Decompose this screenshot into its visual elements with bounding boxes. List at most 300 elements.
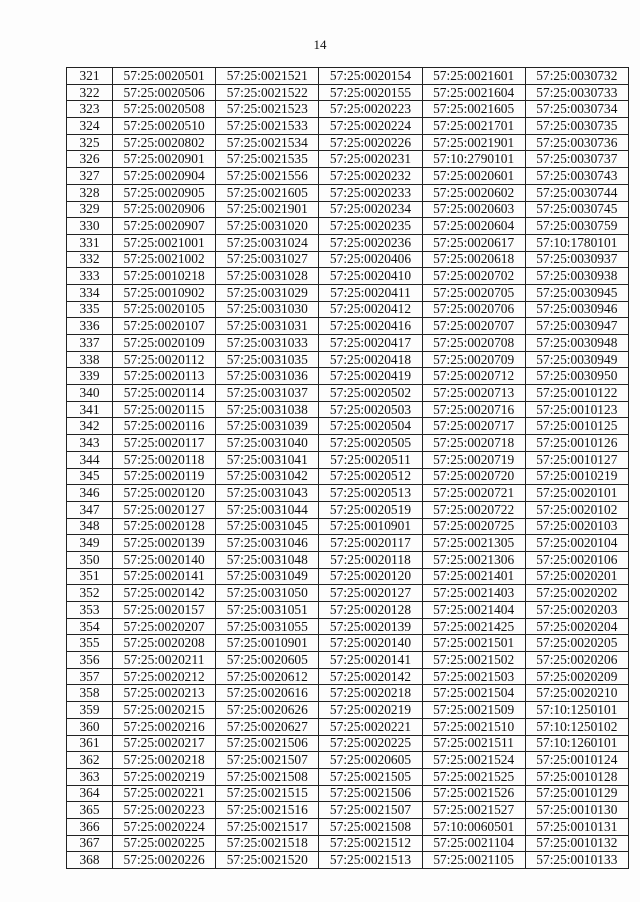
row-number-cell: 332: [67, 251, 113, 268]
row-number-cell: 362: [67, 752, 113, 769]
table-row: [67, 668, 629, 685]
cadastral-number-cell: 57:25:0020602: [422, 184, 525, 201]
cadastral-number-cell: 57:25:0020142: [319, 668, 422, 685]
cadastral-number-cell: 57:25:0031050: [216, 585, 319, 602]
table-row: [67, 485, 629, 502]
cadastral-number-cell: 57:25:0020127: [113, 501, 216, 518]
row-number-cell: 325: [67, 134, 113, 151]
cadastral-number-cell: 57:25:0020225: [113, 835, 216, 852]
cadastral-number-cell: 57:25:0031045: [216, 518, 319, 535]
table-row: [67, 134, 629, 151]
table-row: [67, 418, 629, 435]
cadastral-number-cell: 57:25:0031031: [216, 318, 319, 335]
cadastral-number-cell: 57:25:0031038: [216, 401, 319, 418]
row-number-cell: 347: [67, 501, 113, 518]
cadastral-number-cell: 57:25:0031036: [216, 368, 319, 385]
cadastral-number-cell: 57:25:0030735: [525, 118, 628, 135]
row-number-cell: 367: [67, 835, 113, 852]
table-row: [67, 735, 629, 752]
cadastral-number-cell: 57:25:0021506: [319, 785, 422, 802]
cadastral-number-cell: 57:25:0010126: [525, 435, 628, 452]
cadastral-number-cell: 57:10:1250102: [525, 718, 628, 735]
cadastral-number-cell: 57:25:0021401: [422, 568, 525, 585]
cadastral-number-cell: 57:25:0021507: [216, 752, 319, 769]
cadastral-number-cell: 57:25:0021556: [216, 168, 319, 185]
cadastral-number-cell: 57:25:0021512: [319, 835, 422, 852]
cadastral-number-cell: 57:25:0010123: [525, 401, 628, 418]
cadastral-number-cell: 57:25:0010133: [525, 852, 628, 869]
cadastral-number-cell: 57:25:0031041: [216, 451, 319, 468]
cadastral-number-cell: 57:25:0020418: [319, 351, 422, 368]
cadastral-number-cell: 57:25:0021501: [422, 635, 525, 652]
row-number-cell: 327: [67, 168, 113, 185]
cadastral-number-cell: 57:25:0010218: [113, 268, 216, 285]
cadastral-number-cell: 57:25:0020208: [113, 635, 216, 652]
cadastral-number-cell: 57:25:0020702: [422, 268, 525, 285]
cadastral-number-cell: 57:25:0021522: [216, 84, 319, 101]
cadastral-number-cell: 57:25:0020226: [113, 852, 216, 869]
cadastral-number-cell: 57:25:0020119: [113, 468, 216, 485]
cadastral-number-cell: 57:25:0020203: [525, 602, 628, 619]
cadastral-number-cell: 57:25:0020218: [319, 685, 422, 702]
cadastral-number-cell: 57:25:0020205: [525, 635, 628, 652]
table-row: [67, 318, 629, 335]
row-number-cell: 343: [67, 435, 113, 452]
row-number-cell: 339: [67, 368, 113, 385]
cadastral-number-cell: 57:25:0021533: [216, 118, 319, 135]
cadastral-number-cell: 57:25:0020502: [319, 385, 422, 402]
cadastral-number-cell: 57:25:0020109: [113, 335, 216, 352]
cadastral-number-cell: 57:25:0020140: [113, 551, 216, 568]
row-number-cell: 364: [67, 785, 113, 802]
table-row: [67, 101, 629, 118]
row-number-cell: 357: [67, 668, 113, 685]
cadastral-number-cell: 57:25:0020907: [113, 218, 216, 235]
table-row: [67, 802, 629, 819]
cadastral-number-cell: 57:25:0030745: [525, 201, 628, 218]
row-number-cell: 366: [67, 818, 113, 835]
cadastral-number-cell: 57:25:0020104: [525, 535, 628, 552]
cadastral-number-cell: 57:25:0020101: [525, 485, 628, 502]
cadastral-number-cell: 57:25:0020616: [216, 685, 319, 702]
table-row: [67, 518, 629, 535]
cadastral-number-cell: 57:25:0030737: [525, 151, 628, 168]
cadastral-number-cell: 57:10:1260101: [525, 735, 628, 752]
cadastral-number-cell: 57:25:0020802: [113, 134, 216, 151]
cadastral-number-cell: 57:25:0020236: [319, 234, 422, 251]
cadastral-number-cell: 57:25:0021901: [422, 134, 525, 151]
table-row: [67, 618, 629, 635]
cadastral-number-cell: 57:25:0020141: [319, 652, 422, 669]
cadastral-number-cell: 57:25:0020117: [319, 535, 422, 552]
cadastral-number-cell: 57:25:0020601: [422, 168, 525, 185]
row-number-cell: 324: [67, 118, 113, 135]
cadastral-number-cell: 57:25:0021604: [422, 84, 525, 101]
cadastral-number-cell: 57:25:0020719: [422, 451, 525, 468]
table-row: [67, 284, 629, 301]
cadastral-number-cell: 57:25:0020217: [113, 735, 216, 752]
cadastral-number-cell: 57:25:0020117: [113, 435, 216, 452]
table-row: [67, 451, 629, 468]
table-row: [67, 268, 629, 285]
cadastral-number-cell: 57:25:0010901: [216, 635, 319, 652]
cadastral-number-cell: 57:25:0020627: [216, 718, 319, 735]
row-number-cell: 323: [67, 101, 113, 118]
cadastral-number-cell: 57:25:0020419: [319, 368, 422, 385]
cadastral-number-cell: 57:25:0021524: [422, 752, 525, 769]
row-number-cell: 363: [67, 768, 113, 785]
cadastral-number-cell: 57:25:0020511: [319, 451, 422, 468]
cadastral-number-cell: 57:25:0021515: [216, 785, 319, 802]
cadastral-number-table: [66, 67, 629, 869]
cadastral-number-cell: 57:25:0020709: [422, 351, 525, 368]
cadastral-number-cell: 57:25:0020225: [319, 735, 422, 752]
row-number-cell: 365: [67, 802, 113, 819]
cadastral-number-cell: 57:25:0031043: [216, 485, 319, 502]
cadastral-number-cell: 57:25:0020234: [319, 201, 422, 218]
table-row: [67, 218, 629, 235]
table-row: [67, 768, 629, 785]
row-number-cell: 353: [67, 602, 113, 619]
cadastral-number-cell: 57:25:0020102: [525, 501, 628, 518]
cadastral-number-cell: 57:25:0031027: [216, 251, 319, 268]
cadastral-number-cell: 57:25:0020504: [319, 418, 422, 435]
cadastral-number-cell: 57:25:0020604: [422, 218, 525, 235]
cadastral-number-cell: 57:25:0020605: [216, 652, 319, 669]
cadastral-number-cell: 57:25:0020223: [113, 802, 216, 819]
cadastral-number-cell: 57:25:0020720: [422, 468, 525, 485]
cadastral-number-cell: 57:25:0020506: [113, 84, 216, 101]
cadastral-number-cell: 57:25:0021526: [422, 785, 525, 802]
cadastral-number-cell: 57:25:0021306: [422, 551, 525, 568]
cadastral-number-cell: 57:25:0010219: [525, 468, 628, 485]
cadastral-number-cell: 57:25:0020410: [319, 268, 422, 285]
cadastral-number-cell: 57:25:0030937: [525, 251, 628, 268]
cadastral-number-cell: 57:25:0020128: [319, 602, 422, 619]
cadastral-number-cell: 57:25:0020209: [525, 668, 628, 685]
cadastral-number-cell: 57:10:2790101: [422, 151, 525, 168]
cadastral-number-cell: 57:25:0031051: [216, 602, 319, 619]
cadastral-number-cell: 57:25:0020219: [319, 702, 422, 719]
cadastral-number-cell: 57:25:0020210: [525, 685, 628, 702]
cadastral-number-cell: 57:25:0030948: [525, 335, 628, 352]
table-row: [67, 602, 629, 619]
cadastral-number-cell: 57:25:0020411: [319, 284, 422, 301]
cadastral-number-cell: 57:25:0020519: [319, 501, 422, 518]
table-row: [67, 251, 629, 268]
table-row: [67, 234, 629, 251]
cadastral-number-cell: 57:25:0020120: [319, 568, 422, 585]
cadastral-number-cell: 57:25:0031044: [216, 501, 319, 518]
cadastral-number-cell: 57:25:0021701: [422, 118, 525, 135]
cadastral-number-cell: 57:25:0020107: [113, 318, 216, 335]
cadastral-number-cell: 57:25:0020722: [422, 501, 525, 518]
cadastral-number-cell: 57:25:0020618: [422, 251, 525, 268]
cadastral-number-cell: 57:25:0020221: [319, 718, 422, 735]
cadastral-number-cell: 57:10:1780101: [525, 234, 628, 251]
cadastral-number-cell: 57:25:0020213: [113, 685, 216, 702]
cadastral-number-cell: 57:25:0021534: [216, 134, 319, 151]
cadastral-number-cell: 57:25:0020201: [525, 568, 628, 585]
cadastral-number-cell: 57:25:0030759: [525, 218, 628, 235]
row-number-cell: 331: [67, 234, 113, 251]
cadastral-number-cell: 57:25:0020155: [319, 84, 422, 101]
cadastral-number-cell: 57:25:0021506: [216, 735, 319, 752]
table-row: [67, 585, 629, 602]
cadastral-number-cell: 57:25:0031037: [216, 385, 319, 402]
cadastral-number-cell: 57:25:0020708: [422, 335, 525, 352]
cadastral-number-cell: 57:25:0031030: [216, 301, 319, 318]
row-number-cell: 358: [67, 685, 113, 702]
cadastral-number-cell: 57:25:0020120: [113, 485, 216, 502]
cadastral-number-cell: 57:25:0020233: [319, 184, 422, 201]
cadastral-number-cell: 57:25:0031028: [216, 268, 319, 285]
cadastral-number-cell: 57:25:0020139: [319, 618, 422, 635]
cadastral-number-cell: 57:25:0030734: [525, 101, 628, 118]
table-row: [67, 468, 629, 485]
cadastral-number-cell: 57:25:0020406: [319, 251, 422, 268]
table-row: [67, 785, 629, 802]
cadastral-number-cell: 57:25:0020512: [319, 468, 422, 485]
cadastral-number-cell: 57:25:0031042: [216, 468, 319, 485]
cadastral-number-cell: 57:25:0020510: [113, 118, 216, 135]
row-number-cell: 328: [67, 184, 113, 201]
cadastral-number-cell: 57:25:0010127: [525, 451, 628, 468]
cadastral-number-cell: 57:25:0020905: [113, 184, 216, 201]
cadastral-number-cell: 57:25:0020112: [113, 351, 216, 368]
table-row: [67, 118, 629, 135]
row-number-cell: 345: [67, 468, 113, 485]
cadastral-number-cell: 57:25:0031048: [216, 551, 319, 568]
cadastral-number-cell: 57:25:0030736: [525, 134, 628, 151]
cadastral-number-cell: 57:25:0021505: [319, 768, 422, 785]
table-row: [67, 685, 629, 702]
cadastral-number-cell: 57:25:0020721: [422, 485, 525, 502]
row-number-cell: 337: [67, 335, 113, 352]
cadastral-number-cell: 57:25:0020118: [319, 551, 422, 568]
table-row: [67, 702, 629, 719]
cadastral-number-cell: 57:25:0020904: [113, 168, 216, 185]
cadastral-number-cell: 57:25:0020105: [113, 301, 216, 318]
cadastral-number-cell: 57:25:0020508: [113, 101, 216, 118]
cadastral-number-cell: 57:25:0021507: [319, 802, 422, 819]
cadastral-number-cell: 57:25:0020127: [319, 585, 422, 602]
row-number-cell: 341: [67, 401, 113, 418]
cadastral-number-cell: 57:25:0020202: [525, 585, 628, 602]
row-number-cell: 354: [67, 618, 113, 635]
cadastral-number-cell: 57:25:0020157: [113, 602, 216, 619]
cadastral-number-cell: 57:25:0031046: [216, 535, 319, 552]
cadastral-number-cell: 57:25:0020617: [422, 234, 525, 251]
table-row: [67, 184, 629, 201]
row-number-cell: 336: [67, 318, 113, 335]
cadastral-number-cell: 57:25:0020906: [113, 201, 216, 218]
cadastral-number-cell: 57:25:0020115: [113, 401, 216, 418]
cadastral-number-cell: 57:25:0010132: [525, 835, 628, 852]
cadastral-number-cell: 57:25:0020603: [422, 201, 525, 218]
cadastral-number-cell: 57:25:0030947: [525, 318, 628, 335]
table-row: [67, 652, 629, 669]
row-number-cell: 351: [67, 568, 113, 585]
cadastral-number-cell: 57:25:0010901: [319, 518, 422, 535]
table-row: [67, 68, 629, 85]
cadastral-number-cell: 57:25:0031055: [216, 618, 319, 635]
cadastral-number-cell: 57:25:0020513: [319, 485, 422, 502]
row-number-cell: 348: [67, 518, 113, 535]
table-row: [67, 818, 629, 835]
cadastral-number-cell: 57:25:0031040: [216, 435, 319, 452]
cadastral-number-cell: 57:25:0021523: [216, 101, 319, 118]
cadastral-number-cell: 57:25:0020718: [422, 435, 525, 452]
cadastral-number-cell: 57:25:0020212: [113, 668, 216, 685]
row-number-cell: 359: [67, 702, 113, 719]
cadastral-number-cell: 57:25:0020142: [113, 585, 216, 602]
cadastral-number-cell: 57:25:0010131: [525, 818, 628, 835]
cadastral-number-cell: 57:25:0020221: [113, 785, 216, 802]
cadastral-number-cell: 57:25:0021513: [319, 852, 422, 869]
cadastral-number-cell: 57:25:0021403: [422, 585, 525, 602]
cadastral-number-cell: 57:25:0020707: [422, 318, 525, 335]
cadastral-number-cell: 57:25:0021502: [422, 652, 525, 669]
table-row: [67, 168, 629, 185]
table-row: [67, 752, 629, 769]
cadastral-number-cell: 57:25:0021508: [216, 768, 319, 785]
cadastral-number-cell: 57:25:0021516: [216, 802, 319, 819]
table-row: [67, 351, 629, 368]
cadastral-number-cell: 57:25:0020232: [319, 168, 422, 185]
cadastral-number-cell: 57:25:0020505: [319, 435, 422, 452]
page-number: 14: [313, 37, 327, 52]
cadastral-number-cell: 57:25:0020901: [113, 151, 216, 168]
cadastral-number-cell: 57:25:0021425: [422, 618, 525, 635]
cadastral-number-cell: 57:25:0020113: [113, 368, 216, 385]
table-row: [67, 835, 629, 852]
cadastral-number-cell: 57:25:0020224: [319, 118, 422, 135]
cadastral-number-cell: 57:25:0010129: [525, 785, 628, 802]
cadastral-number-cell: 57:25:0020713: [422, 385, 525, 402]
cadastral-number-cell: 57:25:0020231: [319, 151, 422, 168]
table-row: [67, 501, 629, 518]
cadastral-number-cell: 57:25:0020706: [422, 301, 525, 318]
cadastral-number-cell: 57:25:0021104: [422, 835, 525, 852]
row-number-cell: 322: [67, 84, 113, 101]
row-number-cell: 361: [67, 735, 113, 752]
cadastral-number-cell: 57:25:0020141: [113, 568, 216, 585]
table-row: [67, 635, 629, 652]
cadastral-number-cell: 57:25:0020116: [113, 418, 216, 435]
row-number-cell: 349: [67, 535, 113, 552]
table-row: [67, 551, 629, 568]
table-row: [67, 568, 629, 585]
cadastral-number-cell: 57:25:0031024: [216, 234, 319, 251]
cadastral-number-cell: 57:25:0021517: [216, 818, 319, 835]
cadastral-number-cell: 57:25:0021305: [422, 535, 525, 552]
table-body: [67, 68, 629, 869]
cadastral-number-cell: 57:25:0031035: [216, 351, 319, 368]
row-number-cell: 346: [67, 485, 113, 502]
cadastral-number-cell: 57:25:0010128: [525, 768, 628, 785]
row-number-cell: 355: [67, 635, 113, 652]
row-number-cell: 360: [67, 718, 113, 735]
cadastral-number-cell: 57:10:1250101: [525, 702, 628, 719]
cadastral-number-cell: 57:25:0020219: [113, 768, 216, 785]
row-number-cell: 344: [67, 451, 113, 468]
table-row: [67, 852, 629, 869]
cadastral-number-cell: 57:25:0020216: [113, 718, 216, 735]
row-number-cell: 321: [67, 68, 113, 85]
row-number-cell: 334: [67, 284, 113, 301]
cadastral-number-cell: 57:25:0020211: [113, 652, 216, 669]
row-number-cell: 368: [67, 852, 113, 869]
row-number-cell: 329: [67, 201, 113, 218]
cadastral-number-cell: 57:25:0010125: [525, 418, 628, 435]
cadastral-number-cell: 57:25:0020626: [216, 702, 319, 719]
table-row: [67, 435, 629, 452]
cadastral-number-cell: 57:25:0031020: [216, 218, 319, 235]
row-number-cell: 356: [67, 652, 113, 669]
row-number-cell: 340: [67, 385, 113, 402]
cadastral-number-cell: 57:25:0020416: [319, 318, 422, 335]
cadastral-number-cell: 57:25:0021001: [113, 234, 216, 251]
cadastral-number-cell: 57:25:0030744: [525, 184, 628, 201]
table-row: [67, 535, 629, 552]
cadastral-number-cell: 57:25:0031039: [216, 418, 319, 435]
cadastral-number-cell: 57:10:0060501: [422, 818, 525, 835]
table-row: [67, 335, 629, 352]
cadastral-number-cell: 57:25:0021520: [216, 852, 319, 869]
cadastral-number-cell: 57:25:0020717: [422, 418, 525, 435]
row-number-cell: 330: [67, 218, 113, 235]
cadastral-number-cell: 57:25:0021105: [422, 852, 525, 869]
cadastral-number-cell: 57:25:0010902: [113, 284, 216, 301]
cadastral-number-cell: 57:25:0020207: [113, 618, 216, 635]
cadastral-number-cell: 57:25:0020503: [319, 401, 422, 418]
row-number-cell: 333: [67, 268, 113, 285]
cadastral-number-cell: 57:25:0021901: [216, 201, 319, 218]
table-row: [67, 84, 629, 101]
cadastral-number-cell: 57:25:0020712: [422, 368, 525, 385]
row-number-cell: 342: [67, 418, 113, 435]
cadastral-number-cell: 57:25:0021525: [422, 768, 525, 785]
cadastral-number-cell: 57:25:0030946: [525, 301, 628, 318]
cadastral-number-cell: 57:25:0020139: [113, 535, 216, 552]
table-row: [67, 301, 629, 318]
cadastral-number-cell: 57:25:0020412: [319, 301, 422, 318]
cadastral-number-cell: 57:25:0021605: [216, 184, 319, 201]
cadastral-number-cell: 57:25:0021601: [422, 68, 525, 85]
cadastral-number-cell: 57:25:0021511: [422, 735, 525, 752]
table-row: [67, 151, 629, 168]
cadastral-number-cell: 57:25:0020605: [319, 752, 422, 769]
cadastral-number-cell: 57:25:0031029: [216, 284, 319, 301]
row-number-cell: 335: [67, 301, 113, 318]
table-row: [67, 201, 629, 218]
cadastral-number-cell: 57:25:0020128: [113, 518, 216, 535]
cadastral-number-cell: 57:25:0021508: [319, 818, 422, 835]
cadastral-number-cell: 57:25:0020215: [113, 702, 216, 719]
cadastral-number-cell: 57:25:0020716: [422, 401, 525, 418]
cadastral-number-cell: 57:25:0020154: [319, 68, 422, 85]
cadastral-number-cell: 57:25:0020103: [525, 518, 628, 535]
cadastral-number-cell: 57:25:0021521: [216, 68, 319, 85]
cadastral-number-cell: 57:25:0020226: [319, 134, 422, 151]
table-row: [67, 368, 629, 385]
cadastral-number-cell: 57:25:0020705: [422, 284, 525, 301]
cadastral-number-cell: 57:25:0021605: [422, 101, 525, 118]
cadastral-number-cell: 57:25:0030949: [525, 351, 628, 368]
cadastral-number-cell: 57:25:0010122: [525, 385, 628, 402]
cadastral-number-cell: 57:25:0021504: [422, 685, 525, 702]
